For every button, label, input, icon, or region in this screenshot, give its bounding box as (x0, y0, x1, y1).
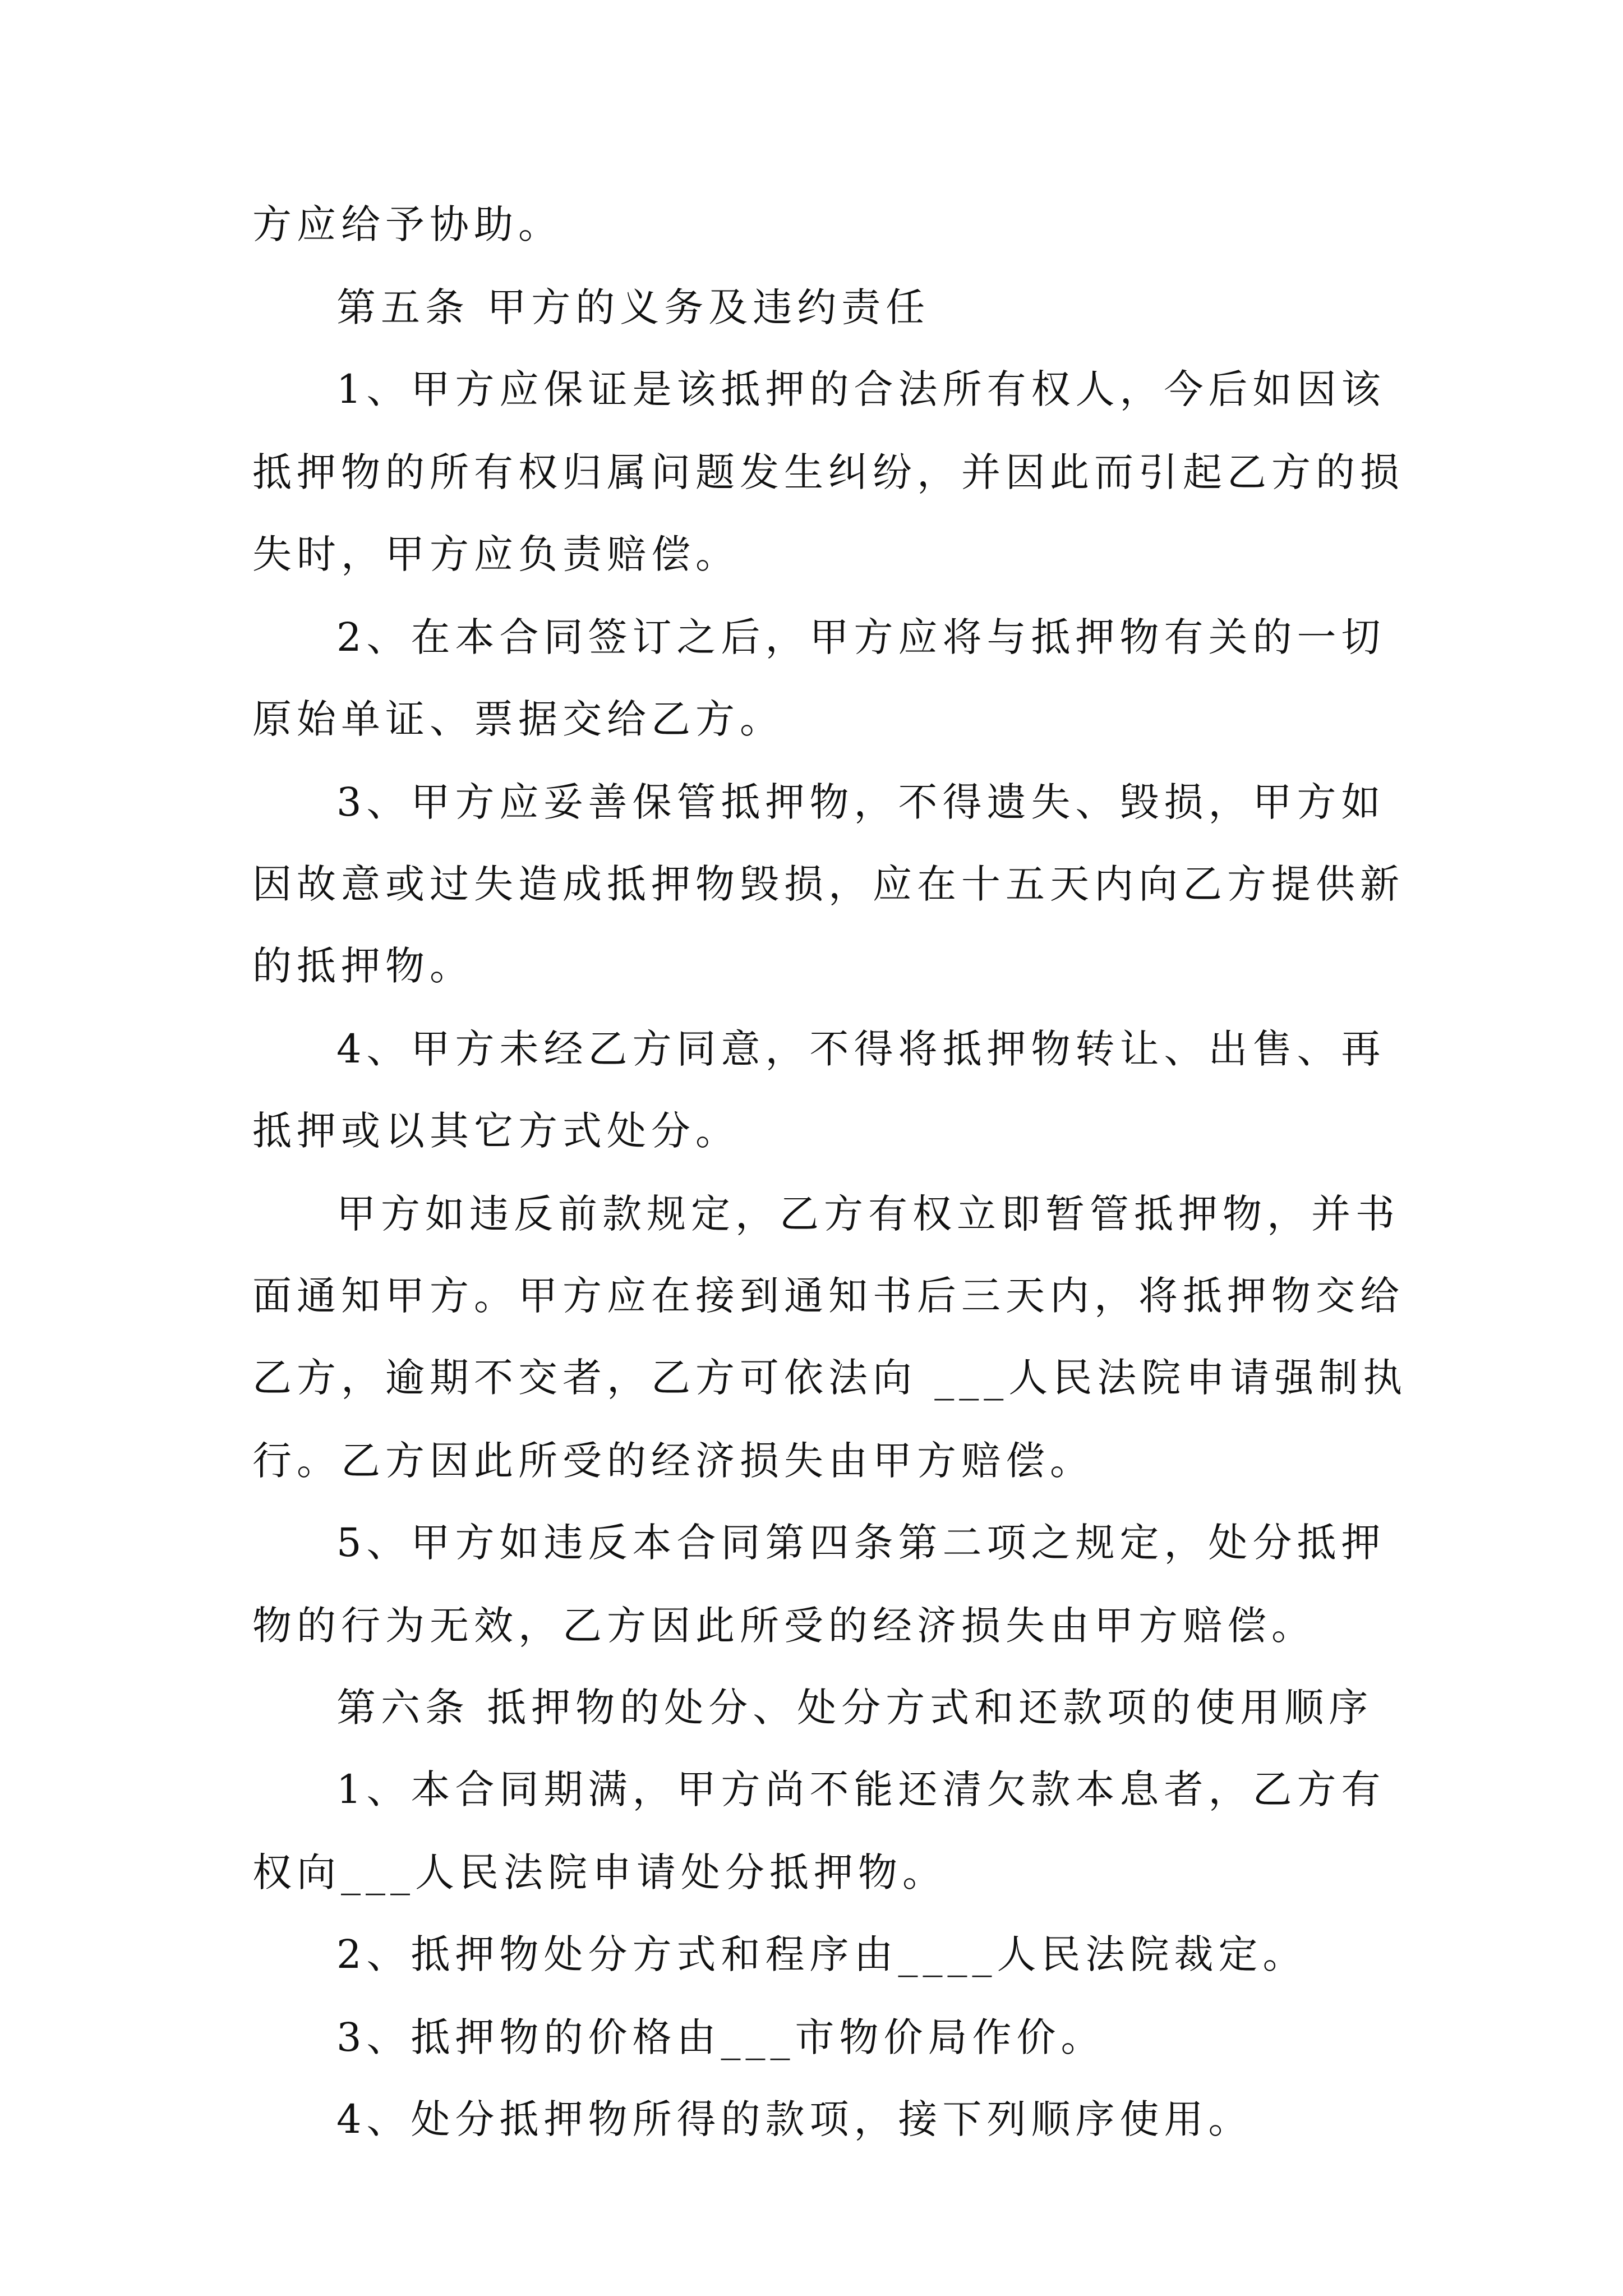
paragraph-line: 方应给予协助。 (252, 201, 562, 247)
paragraph-line: 2、在本合同签订之后，甲方应将与抵押物有关的一切 (336, 614, 1386, 660)
paragraph-line: 2、抵押物处分方式和程序由____人民法院裁定。 (336, 1931, 1307, 1977)
paragraph-line: 5、甲方如违反本合同第四条第二项之规定，处分抵押 (336, 1520, 1386, 1566)
paragraph-line: 原始单证、票据交给乙方。 (252, 696, 784, 742)
paragraph-line: 失时，甲方应负责赔偿。 (252, 531, 740, 577)
paragraph-line: 因故意或过失造成抵押物毁损，应在十五天内向乙方提供新 (252, 861, 1404, 907)
paragraph-line: 1、本合同期满，甲方尚不能还清欠款本息者，乙方有 (336, 1766, 1386, 1812)
paragraph-line: 3、抵押物的价格由___市物价局作价。 (336, 2014, 1105, 2060)
paragraph-line: 的抵押物。 (252, 943, 474, 989)
paragraph-line: 1、甲方应保证是该抵押的合法所有权人，今后如因该 (336, 366, 1386, 412)
paragraph-line: 甲方如违反前款规定，乙方有权立即暂管抵押物，并书 (336, 1191, 1400, 1237)
section-heading-5: 第五条 甲方的义务及违约责任 (336, 284, 930, 330)
paragraph-line: 权向___人民法院申请处分抵押物。 (252, 1849, 947, 1895)
paragraph-line: 面通知甲方。甲方应在接到通知书后三天内，将抵押物交给 (252, 1273, 1404, 1319)
paragraph-line: 行。乙方因此所受的经济损失由甲方赔偿。 (252, 1438, 1094, 1484)
paragraph-line: 物的行为无效，乙方因此所受的经济损失由甲方赔偿。 (252, 1603, 1316, 1649)
section-heading-6: 第六条 抵押物的处分、处分方式和还款项的使用顺序 (336, 1685, 1373, 1731)
paragraph-line: 乙方，逾期不交者，乙方可依法向 ___人民法院申请强制执 (252, 1355, 1408, 1401)
paragraph-line: 4、甲方未经乙方同意，不得将抵押物转让、出售、再 (336, 1026, 1386, 1072)
paragraph-line: 抵押物的所有权归属问题发生纠纷，并因此而引起乙方的损 (252, 449, 1404, 495)
paragraph-line: 3、甲方应妥善保管抵押物，不得遗失、毁损，甲方如 (336, 779, 1386, 825)
paragraph-line: 抵押或以其它方式处分。 (252, 1108, 740, 1154)
paragraph-line: 4、处分抵押物所得的款项，接下列顺序使用。 (336, 2096, 1253, 2142)
